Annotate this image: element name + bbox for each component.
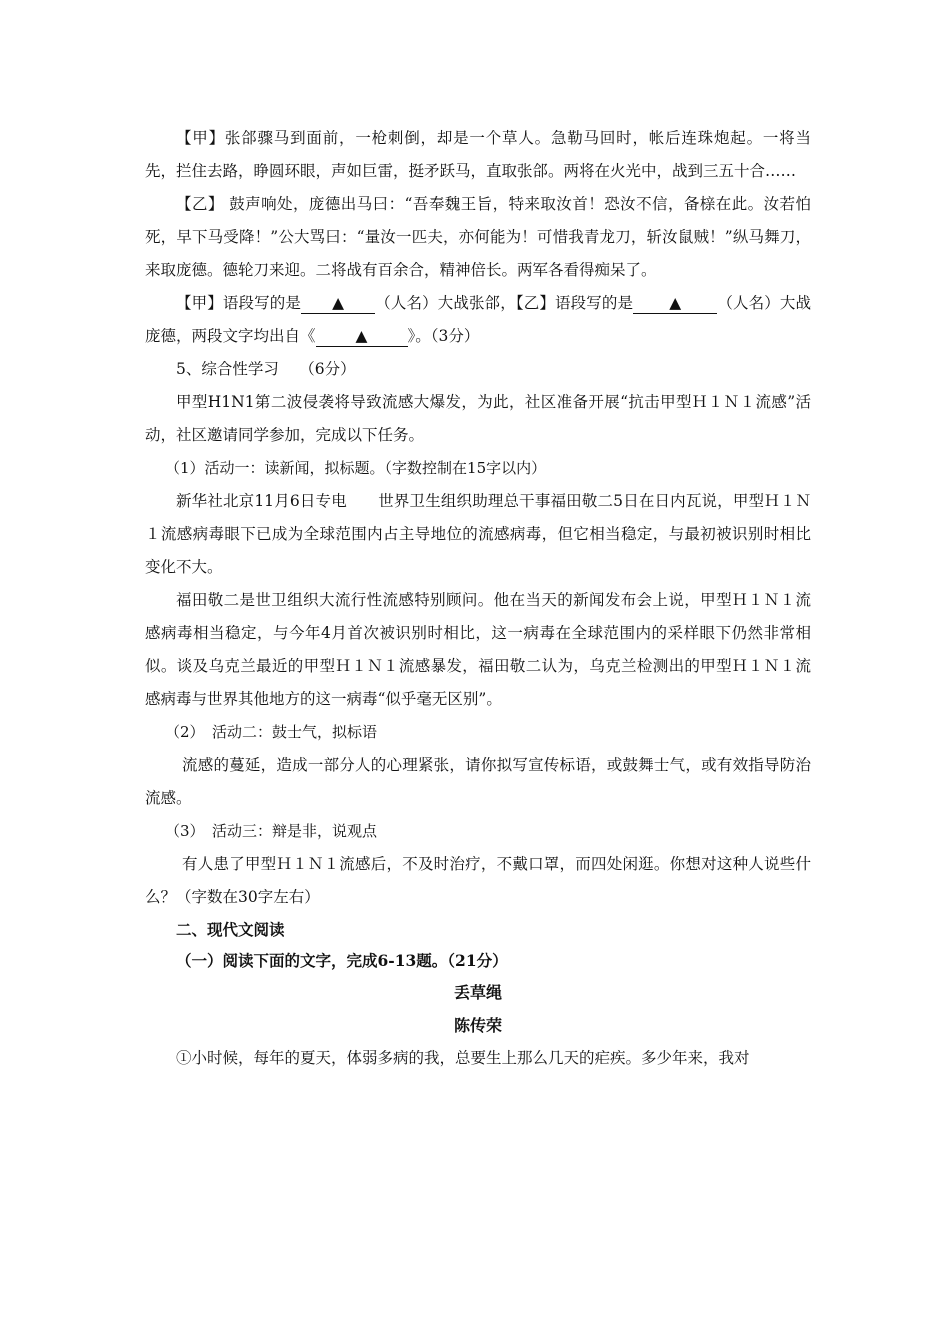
activity-1: （1）活动一：读新闻，拟标题。（字数控制在15字以内） — [165, 459, 547, 477]
activity-3-text: 有人患了甲型Ｈ１Ｎ１流感后，不及时治疗，不戴口罩，而四处闲逛。你想对这种人说些什么？（字数在30字左右） — [145, 855, 811, 906]
answer-blank-1[interactable] — [301, 293, 375, 314]
document-page — [145, 122, 811, 1075]
news-paragraph-2: 福田敬二是世卫组织大流行性流感特别顾问。他在当天的新闻发布会上说，甲型Ｈ１Ｎ１流感病毒相当稳定，与今年4月首次被识别时相比，这一病毒在全球范围内的采样眼下仍然非常相似。谈及乌克兰最近的甲型Ｈ１Ｎ１流感暴发，福田敬二认为，乌克兰检测出的甲型Ｈ１Ｎ１流感病毒与世界其他地方的这一病毒“似乎毫无区别”。 — [145, 591, 811, 708]
answer-blank-2[interactable] — [633, 293, 717, 314]
activity-2: （2） 活动二：鼓士气，拟标语 — [165, 723, 378, 741]
q4-text-3: （人名）大战庞德，两段文字均出自《 — [145, 294, 811, 345]
article-title: 丢草绳 — [453, 983, 502, 1002]
blank-mark: ▲ — [669, 293, 682, 312]
question-5-heading: 5、综合性学习 （6分） — [176, 360, 356, 378]
blank-mark: ▲ — [332, 293, 345, 312]
passage-yi-tag: 【乙】 — [176, 195, 224, 213]
answer-blank-3[interactable] — [316, 326, 408, 347]
passage-yi-text: 鼓声响处，庞德出马曰：“吾奉魏王旨，特来取汝首！恐汝不信，备榇在此。汝若怕死，早下马受降！”公大骂曰：“量汝一匹夫，亦何能为！可惜我青龙刀，斩汝鼠贼！”纵马舞刀，来取庞德。德轮刀来迎。二将战有百余合，精神倍长。两军各看得痴呆了。 — [145, 195, 811, 279]
q4-text-4: 》。（3分） — [407, 327, 480, 345]
passage-yi — [145, 188, 811, 287]
question-4 — [145, 287, 811, 353]
q4-text-1: 【甲】语段写的是 — [176, 294, 302, 312]
passage-jia-tag: 【甲】 — [176, 129, 225, 147]
activity-2-text: 流感的蔓延，造成一部分人的心理紧张，请你拟写宣传标语，或鼓舞士气，或有效指导防治流感。 — [145, 756, 811, 807]
news-paragraph-1: 新华社北京11月6日专电 世界卫生组织助理总干事福田敬二5日在日内瓦说，甲型Ｈ１Ｎ１流感病毒眼下已成为全球范围内占主导地位的流感病毒，但它相当稳定，与最初被识别时相比变化不大。 — [145, 492, 811, 576]
section-heading: 二、现代文阅读 — [176, 920, 285, 939]
passage-jia-text: 张郃骤马到面前，一枪刺倒，却是一个草人。急勒马回时，帐后连珠炮起。一将当先，拦住去路，睁圆环眼，声如巨雷，挺矛跃马，直取张郃。两将在火光中，战到三五十合…… — [145, 129, 811, 180]
q4-text-2: （人名）大战张郃，【乙】语段写的是 — [375, 294, 634, 312]
article-author: 陈传荣 — [453, 1016, 502, 1035]
blank-mark: ▲ — [355, 326, 368, 345]
article-paragraph-1: ①小时候，每年的夏天，体弱多病的我，总要生上那么几天的疟疾。多少年来，我对 — [176, 1049, 750, 1067]
section-sub-heading: （一）阅读下面的文字，完成6-13题。（21分） — [176, 951, 508, 970]
question-5-intro: 甲型H1N1第二波侵袭将导致流感大爆发，为此，社区准备开展“抗击甲型Ｈ１Ｎ１流感”活动，社区邀请同学参加，完成以下任务。 — [145, 393, 811, 444]
activity-3: （3） 活动三：辩是非，说观点 — [165, 822, 378, 840]
passage-jia — [145, 122, 811, 188]
